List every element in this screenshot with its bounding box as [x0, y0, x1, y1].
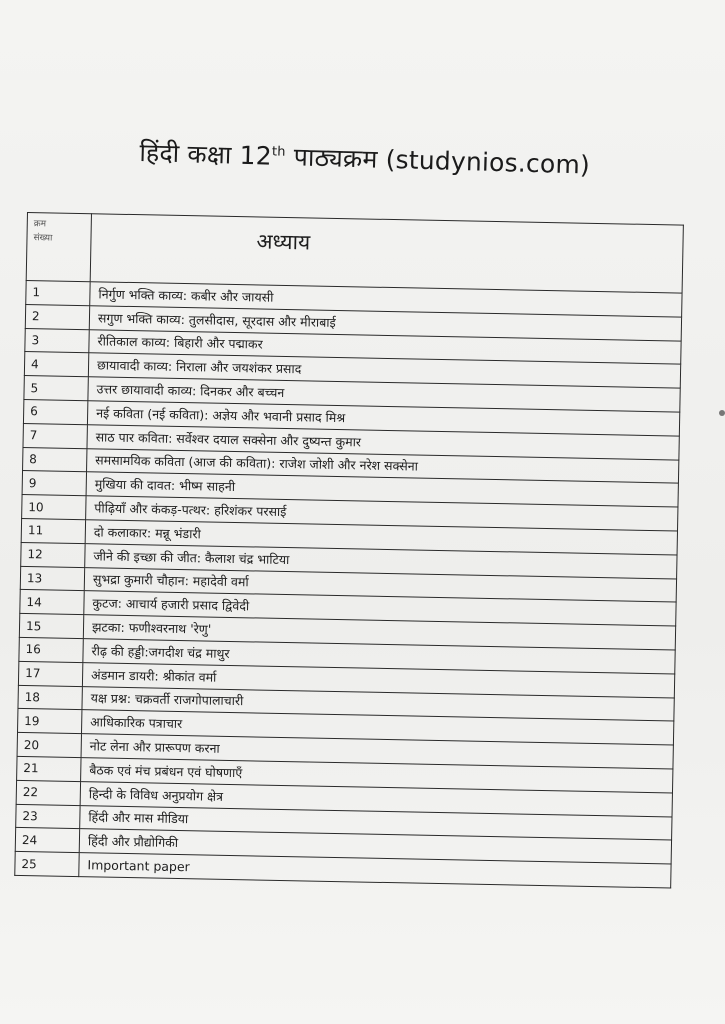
row-number: 17 [18, 661, 82, 686]
row-number: 9 [22, 471, 86, 496]
row-chapter: यक्ष प्रश्न: चक्रवर्ती राजगोपालाचारी [82, 686, 674, 721]
row-chapter: अंडमान डायरी: श्रीकांत वर्मा [82, 662, 674, 697]
row-chapter: जीने की इच्छा की जीत: कैलाश चंद्र भाटिया [85, 543, 677, 578]
row-number: 16 [19, 637, 83, 662]
row-number: 25 [15, 852, 79, 877]
row-number: 20 [17, 733, 81, 758]
row-chapter: आधिकारिक पत्राचार [81, 710, 673, 745]
table-body [15, 280, 682, 887]
row-chapter: हिंदी और मास मीडिया [80, 805, 672, 840]
row-chapter: निर्गुण भक्ति काव्य: कबीर और जायसी [90, 282, 682, 317]
row-number: 13 [20, 566, 84, 591]
title-prefix: हिंदी कक्षा 12 [139, 137, 273, 171]
row-number: 23 [16, 804, 80, 829]
row-number: 7 [23, 423, 87, 448]
row-chapter: छायावादी काव्य: निराला और जयशंकर प्रसाद [88, 353, 680, 388]
row-chapter: पीढ़ियाँ और कंकड़-पत्थर: हरिशंकर परसाई [86, 496, 678, 531]
row-number: 14 [20, 590, 84, 615]
row-number: 11 [21, 518, 85, 543]
row-chapter: रीतिकाल काव्य: बिहारी और पद्माकर [89, 329, 681, 364]
row-chapter: सगुण भक्ति काव्य: तुलसीदास, सूरदास और मीराबाई [89, 306, 681, 341]
row-number: 21 [17, 756, 81, 781]
row-chapter: दो कलाकार: मन्नू भंडारी [85, 520, 677, 555]
row-number: 18 [18, 685, 82, 710]
row-number: 6 [23, 399, 87, 424]
row-number: 4 [24, 352, 88, 377]
row-number: 5 [24, 376, 88, 401]
row-number: 1 [26, 280, 90, 305]
row-number: 8 [23, 447, 87, 472]
title-suffix: पाठ्यक्रम (studynios.com) [285, 142, 591, 180]
syllabus-table-container [14, 212, 683, 888]
row-chapter: कुटज: आचार्य हजारी प्रसाद द्विवेदी [84, 591, 676, 626]
serial-header-line1: क्रम [33, 219, 47, 230]
row-chapter: सुभद्रा कुमारी चौहान: महादेवी वर्मा [84, 567, 676, 602]
row-chapter: साठ पार कविता: सर्वेश्वर दयाल सक्सेना और दुष्यन्त कुमार [87, 424, 679, 459]
scan-mark [719, 410, 725, 416]
row-number: 3 [25, 328, 89, 353]
syllabus-table [14, 212, 684, 888]
row-chapter: उत्तर छायावादी काव्य: दिनकर और बच्चन [88, 377, 680, 412]
row-chapter: Important paper [79, 853, 671, 888]
row-number: 24 [15, 828, 79, 853]
chapter-header: अध्याय [90, 214, 683, 293]
row-chapter: मुखिया की दावत: भीष्म साहनी [86, 472, 678, 507]
row-number: 15 [19, 614, 83, 639]
row-number: 2 [25, 304, 89, 329]
row-chapter: हिन्दी के विविध अनुप्रयोग क्षेत्र [80, 781, 672, 816]
row-number: 19 [18, 709, 82, 734]
row-chapter: झटका: फणीश्वरनाथ 'रेणु' [83, 615, 675, 650]
table-header-row [26, 213, 683, 294]
row-number: 22 [16, 780, 80, 805]
row-chapter: नोट लेना और प्रारूपण करना [81, 734, 673, 769]
serial-number-header [26, 213, 91, 282]
serial-header-line2: संख्या [33, 233, 53, 244]
row-number: 10 [22, 495, 86, 520]
title-superscript: th [271, 144, 286, 160]
row-chapter: समसामयिक कविता (आज की कविता): राजेश जोशी और नरेश सक्सेना [87, 448, 679, 483]
row-chapter: नई कविता (नई कविता): अज्ञेय और भवानी प्रसाद मिश्र [87, 401, 679, 436]
row-number: 12 [21, 542, 85, 567]
row-chapter: बैठक एवं मंच प्रबंधन एवं घोषणाएँ [81, 758, 673, 793]
row-chapter: रीढ़ की हड्डी:जगदीश चंद्र माथुर [83, 639, 675, 674]
row-chapter: हिंदी और प्रौद्योगिकी [79, 829, 671, 864]
